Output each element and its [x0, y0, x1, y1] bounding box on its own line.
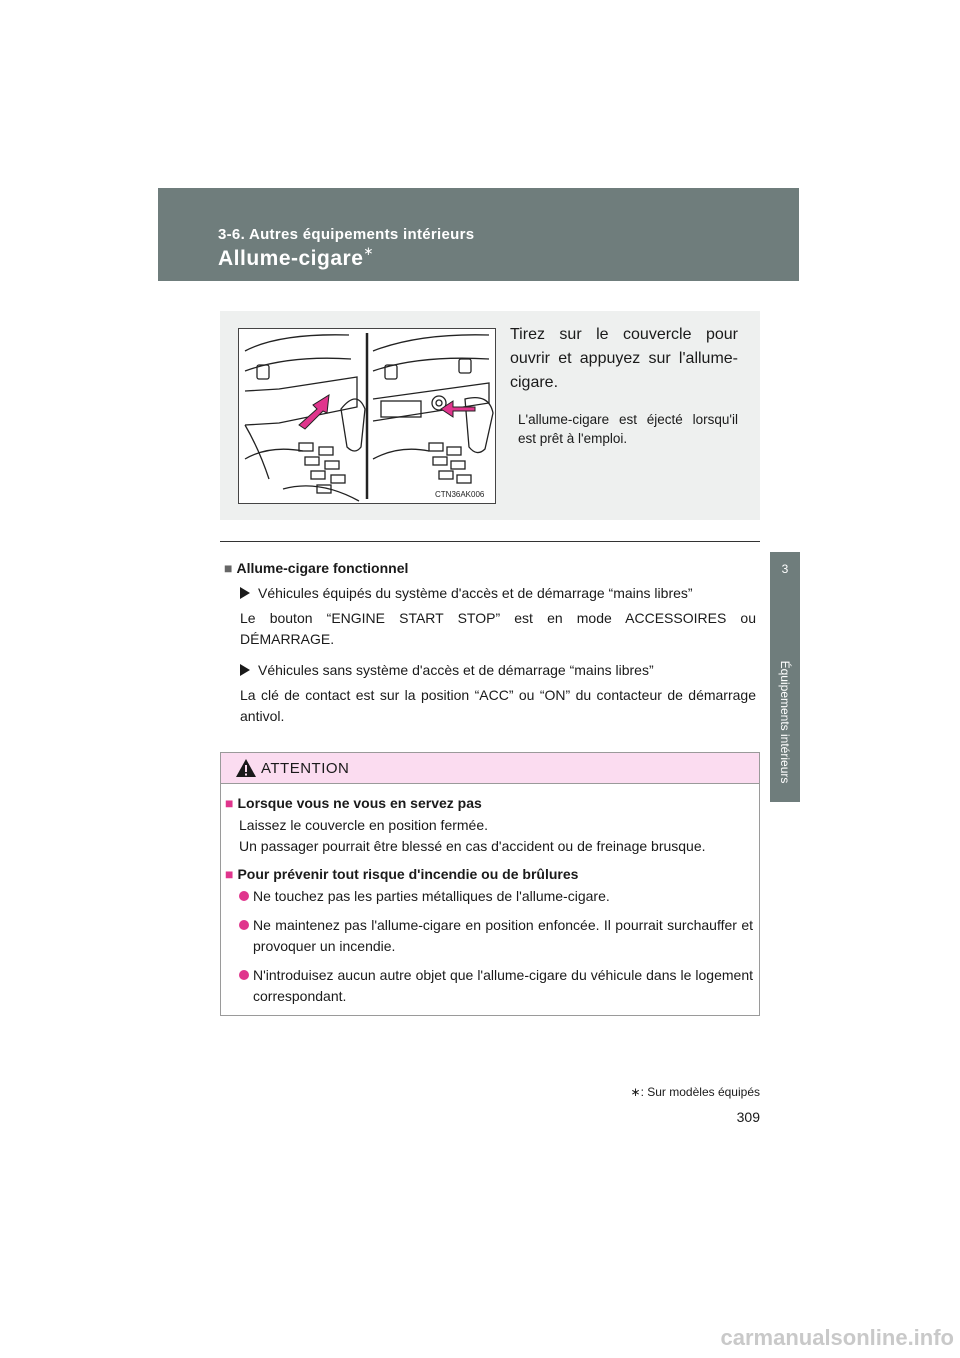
figure-code: CTN36AK006 — [435, 490, 485, 499]
condition-text: Véhicules sans système d'accès et de démarrage “mains libres” — [258, 662, 654, 678]
condition-text: Véhicules équipés du système d'accès et de démarrage “mains libres” — [258, 585, 693, 601]
warning-triangle-icon — [235, 758, 257, 778]
attention-bullet-text: N'introduisez aucun autre objet que l'allume-cigare du véhicule dans le logement correspondant. — [253, 967, 753, 1004]
triangle-arrow-icon — [240, 587, 250, 599]
attention-bullet-text: Ne touchez pas les parties métalliques de l'allume-cigare. — [253, 888, 610, 904]
attention-text — [239, 815, 753, 857]
circle-bullet-icon — [239, 891, 249, 901]
figure-instruction: Tirez sur le couvercle pour ouvrir et appuyez sur l'allume-cigare. — [510, 326, 738, 391]
condition-description: La clé de contact est sur la position “ACC” ou “ON” du contacteur de démarrage antivol. — [240, 687, 756, 724]
chapter-number: 3 — [781, 562, 789, 576]
watermark — [0, 1325, 960, 1351]
info-heading-text: Allume-cigare fonctionnel — [236, 560, 409, 576]
attention-bullet — [239, 965, 753, 1007]
info-section — [224, 560, 756, 739]
attention-subheading-text: Lorsque vous ne vous en servez pas — [237, 795, 482, 811]
illustration-drawing — [239, 329, 495, 503]
attention-title: ATTENTION — [261, 760, 350, 777]
page-title-text: Allume-cigare — [218, 247, 364, 270]
attention-header — [221, 753, 759, 784]
info-heading — [224, 560, 756, 576]
page-number: 309 — [736, 1109, 760, 1125]
section-label: 3-6. Autres équipements intérieurs — [218, 226, 475, 243]
attention-bullet — [239, 886, 753, 907]
square-bullet-icon: ■ — [225, 795, 234, 811]
condition-line — [240, 662, 756, 678]
equipped-marker: ∗ — [363, 244, 374, 258]
footnote: ∗: Sur modèles équipés — [630, 1085, 760, 1099]
chapter-label-text: Équipements intérieurs — [778, 660, 792, 784]
attention-bullet — [239, 915, 753, 957]
section-divider — [220, 541, 760, 542]
attention-body — [225, 795, 753, 1015]
attention-bullet-text: Ne maintenez pas l'allume-cigare en position enfoncée. Il pourrait surchauffer et provoquer un incendie. — [253, 917, 753, 954]
attention-text-line: Laissez le couvercle en position fermée. — [239, 817, 489, 833]
attention-text-line: Un passager pourrait être blessé en cas d'accident ou de freinage brusque. — [239, 838, 706, 854]
chapter-label — [774, 652, 796, 792]
attention-subheading — [225, 866, 753, 882]
square-bullet-icon: ■ — [224, 560, 233, 576]
attention-box — [220, 752, 760, 1016]
condition-line — [240, 585, 756, 601]
attention-subheading — [225, 795, 753, 811]
figure-panel — [220, 311, 760, 520]
circle-bullet-icon — [239, 920, 249, 930]
square-bullet-icon: ■ — [225, 866, 234, 882]
figure-note: L'allume-cigare est éjecté lorsqu'il est prêt à l'emploi. — [518, 412, 738, 446]
condition-description: Le bouton “ENGINE START STOP” est en mode ACCESSOIRES ou DÉMARRAGE. — [240, 610, 756, 647]
circle-bullet-icon — [239, 970, 249, 980]
page-title — [218, 246, 374, 271]
section-header — [158, 188, 799, 281]
triangle-arrow-icon — [240, 664, 250, 676]
watermark-text: carmanualsonline.info — [720, 1325, 954, 1350]
cigarette-lighter-illustration — [238, 328, 496, 504]
attention-subheading-text: Pour prévenir tout risque d'incendie ou de brûlures — [237, 866, 579, 882]
